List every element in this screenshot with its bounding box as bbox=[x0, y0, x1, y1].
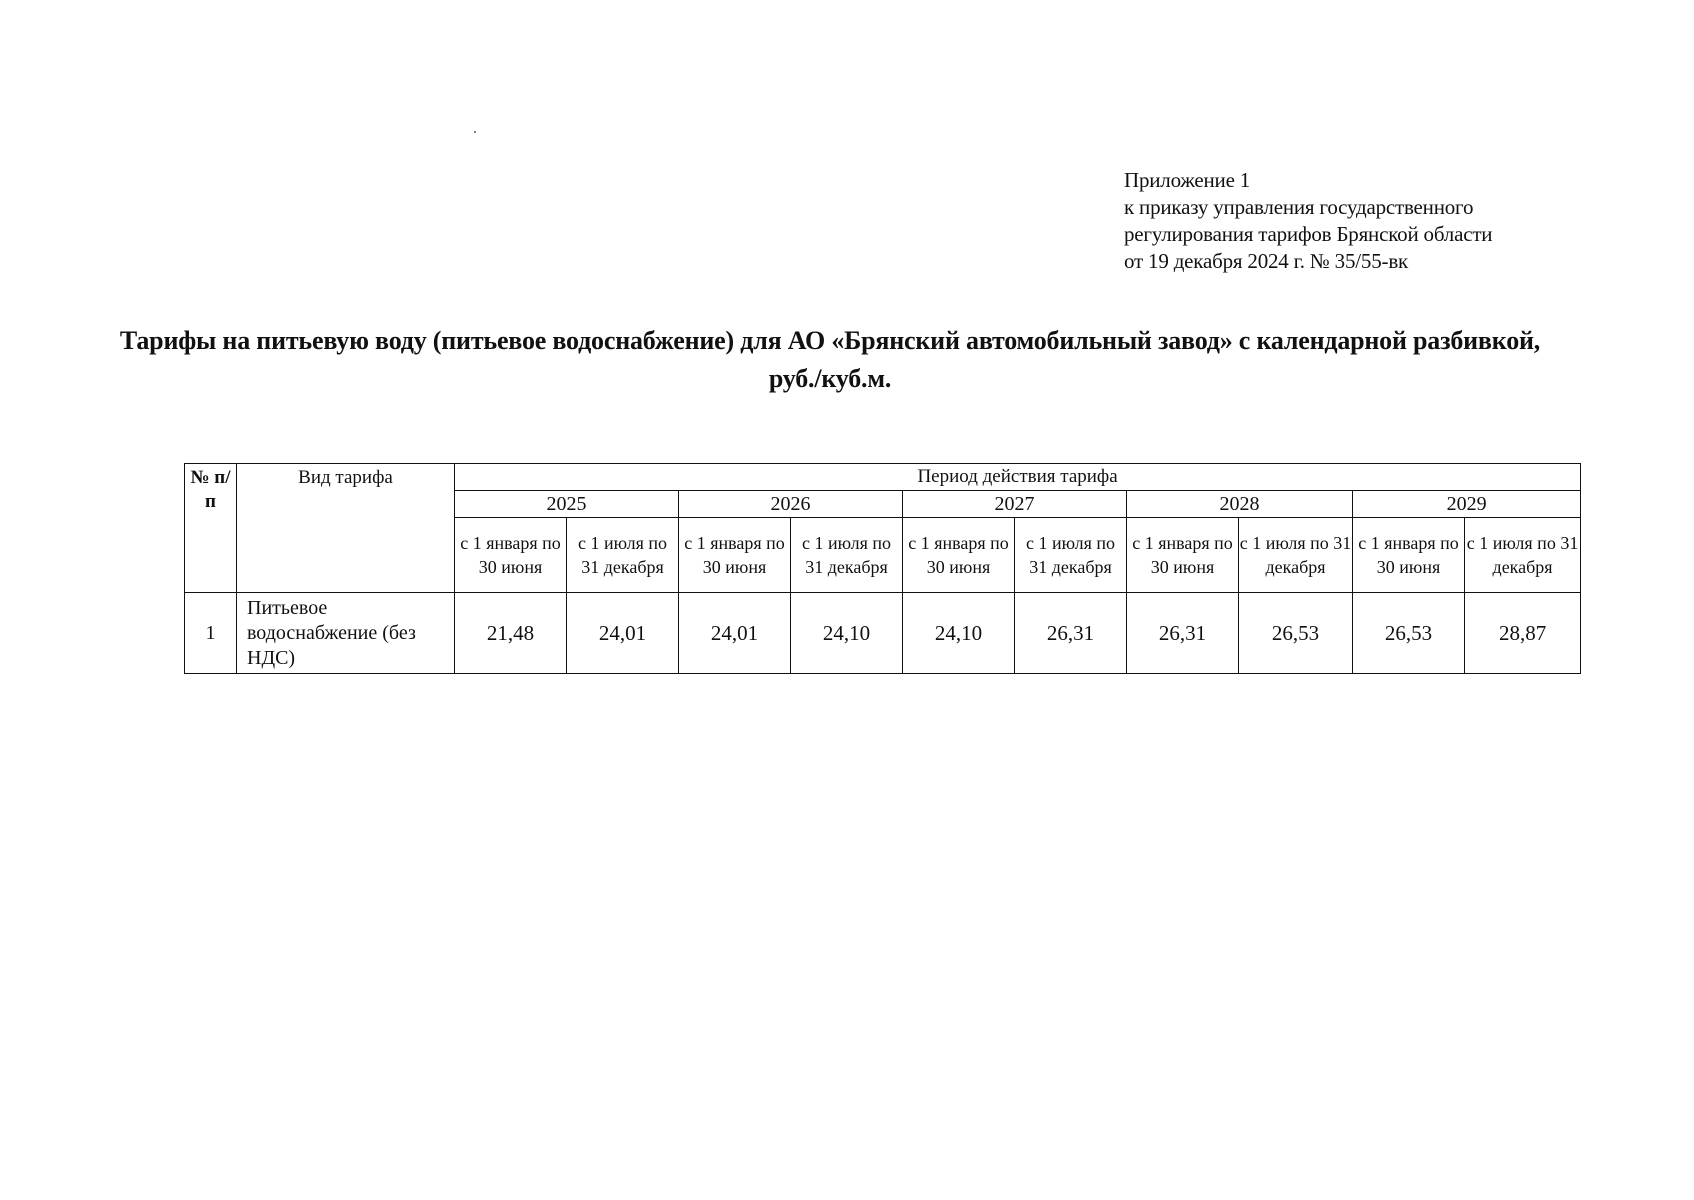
header-2025-second-half: с 1 июля по 31 декабря bbox=[567, 518, 679, 593]
tariff-value-2028-h1: 26,31 bbox=[1127, 593, 1239, 674]
tariff-value-2027-h2: 26,31 bbox=[1015, 593, 1127, 674]
header-number: № п/п bbox=[185, 464, 237, 593]
row-number: 1 bbox=[185, 593, 237, 674]
document-title bbox=[60, 322, 1600, 398]
header-year-2029: 2029 bbox=[1353, 491, 1581, 518]
tariff-value-2026-h1: 24,01 bbox=[679, 593, 791, 674]
header-2025-first-half: с 1 января по 30 июня bbox=[455, 518, 567, 593]
scan-speck bbox=[474, 131, 476, 133]
header-2029-second-half: с 1 июля по 31 декабря bbox=[1465, 518, 1581, 593]
appendix-line-1: Приложение 1 bbox=[1124, 168, 1251, 192]
tariff-value-2028-h2: 26,53 bbox=[1239, 593, 1353, 674]
header-2028-second-half: с 1 июля по 31 декабря bbox=[1239, 518, 1353, 593]
header-2029-first-half: с 1 января по 30 июня bbox=[1353, 518, 1465, 593]
tariff-value-2029-h2: 28,87 bbox=[1465, 593, 1581, 674]
appendix-line-2: к приказу управления государственного bbox=[1124, 195, 1474, 219]
tariff-value-2029-h1: 26,53 bbox=[1353, 593, 1465, 674]
appendix-line-3: регулирования тарифов Брянской области bbox=[1124, 222, 1493, 246]
title-line-2: руб./куб.м. bbox=[768, 364, 892, 393]
tariff-value-2025-h2: 24,01 bbox=[567, 593, 679, 674]
header-year-2028: 2028 bbox=[1127, 491, 1353, 518]
header-2026-second-half: с 1 июля по 31 декабря bbox=[791, 518, 903, 593]
title-line-1: Тарифы на питьевую воду (питьевое водоснабжение) для АО «Брянский автомобильный завод» с календарной разбивкой, bbox=[119, 326, 1541, 355]
header-2027-second-half: с 1 июля по 31 декабря bbox=[1015, 518, 1127, 593]
header-year-2026: 2026 bbox=[679, 491, 903, 518]
tariff-value-2025-h1: 21,48 bbox=[455, 593, 567, 674]
header-2026-first-half: с 1 января по 30 июня bbox=[679, 518, 791, 593]
appendix-line-4: от 19 декабря 2024 г. № 35/55-вк bbox=[1124, 249, 1409, 273]
header-period: Период действия тарифа bbox=[455, 464, 1581, 491]
header-tariff-kind: Вид тарифа bbox=[237, 464, 455, 593]
header-year-2025: 2025 bbox=[455, 491, 679, 518]
row-tariff-kind: Питьевое водоснабжение (без НДС) bbox=[237, 593, 455, 674]
tariff-value-2026-h2: 24,10 bbox=[791, 593, 903, 674]
header-year-2027: 2027 bbox=[903, 491, 1127, 518]
tariff-table bbox=[184, 463, 1581, 674]
appendix-note bbox=[1124, 167, 1492, 275]
header-2028-first-half: с 1 января по 30 июня bbox=[1127, 518, 1239, 593]
table-row bbox=[185, 593, 1581, 674]
tariff-value-2027-h1: 24,10 bbox=[903, 593, 1015, 674]
header-2027-first-half: с 1 января по 30 июня bbox=[903, 518, 1015, 593]
